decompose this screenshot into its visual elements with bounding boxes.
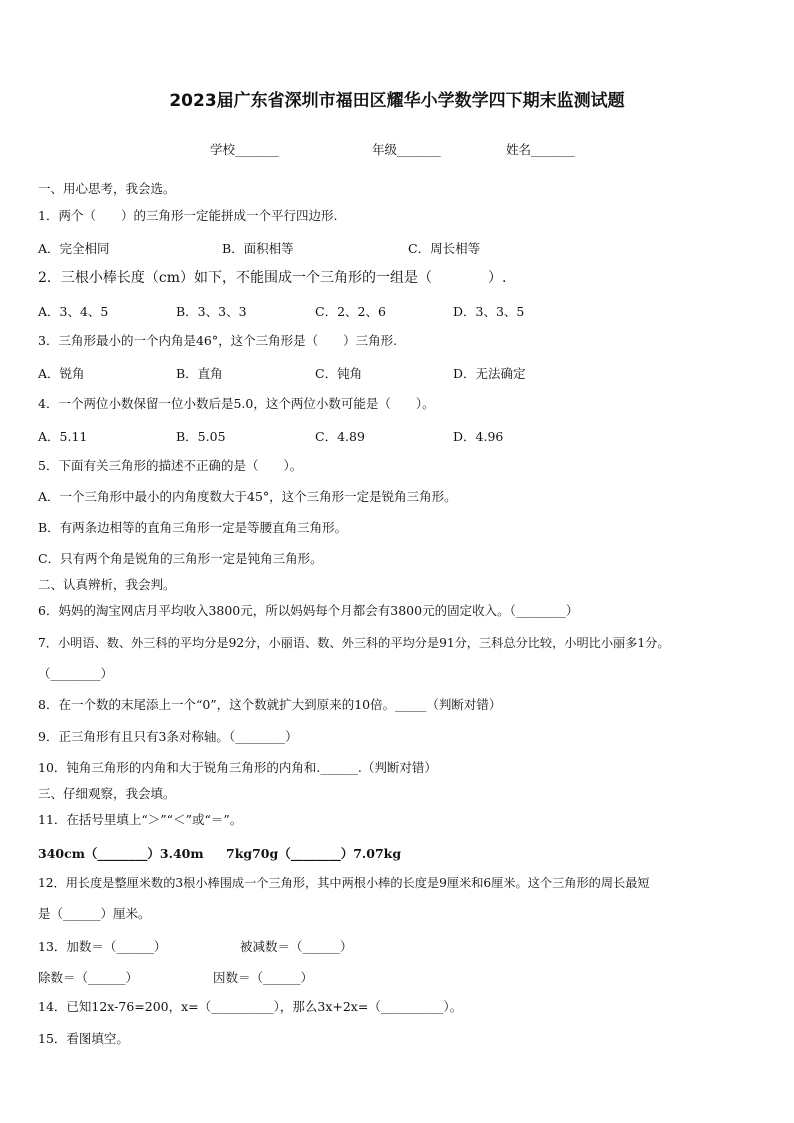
q1-option-a: A．完全相同 [38,241,110,256]
q4-option-d: D．4.96 [453,429,504,444]
q13-minuend: 被减数＝（______） [240,939,353,954]
q3-option-d: D．无法确定 [453,366,526,381]
q13-addend: 13．加数＝（______） [38,939,167,954]
question-6: 6．妈妈的淘宝网店月平均收入3800元，所以妈妈每个月都会有3800元的固定收入。（________） [38,603,579,618]
q2-option-a: A．3、4、5 [38,304,109,319]
q2-option-b: B．3、3、3 [176,304,247,319]
section-heading-1: 一、用心思考，我会选。 [38,181,176,196]
question-7: 7．小明语、数、外三科的平均分是92分，小丽语、数、外三科的平均分是91分，三科总分比较，小明比小丽多1分。 [38,636,670,650]
page-title: 2023届广东省深圳市福田区耀华小学数学四下期末监测试题 [169,91,625,111]
q11-compare-b: 7kg70g（________）7.07kg [226,846,402,861]
q5-option-a: A．一个三角形中最小的内角度数大于45°，这个三角形一定是锐角三角形。 [38,489,457,504]
question-10: 10．钝角三角形的内角和大于锐角三角形的内角和.______.（判断对错） [38,760,437,775]
q3-option-c: C．钝角 [315,366,363,381]
q5-option-b: B．有两条边相等的直角三角形一定是等腰直角三角形。 [38,520,348,535]
question-4: 4．一个两位小数保留一位小数后是5.0，这个两位小数可能是（ ）。 [38,396,435,411]
grade-field: 年级_______ [372,142,441,157]
q1-option-b: B．面积相等 [222,241,294,256]
q4-option-b: B．5.05 [176,429,226,444]
section-heading-3: 三、仔细观察，我会填。 [38,786,176,801]
question-5: 5．下面有关三角形的描述不正确的是（ ）。 [38,458,303,473]
q3-option-a: A．锐角 [38,366,85,381]
section-heading-2: 二、认真辨析，我会判。 [38,577,176,592]
question-8: 8．在一个数的末尾添上一个“0”，这个数就扩大到原来的10倍。_____（判断对错） [38,697,502,712]
question-2: 2．三根小棒长度（cm）如下，不能围成一个三角形的一组是（ ）. [38,270,507,286]
question-12: 12．用长度是整厘米数的3根小棒围成一个三角形，其中两根小棒的长度是9厘米和6厘米。这个三角形的周长最短 [38,876,650,890]
question-9: 9．正三角形有且只有3条对称轴。（________） [38,729,298,744]
q4-option-c: C．4.89 [315,429,365,444]
question-3: 3．三角形最小的一个内角是46°，这个三角形是（ ）三角形. [38,333,398,348]
question-1: 1．两个（ ）的三角形一定能拼成一个平行四边形. [38,208,338,223]
question-14: 14．已知12x-76=200，x=（__________），那么3x+2x=（__________）。 [38,999,463,1014]
q13-factor: 因数＝（______） [213,970,314,985]
question-11: 11．在括号里填上“＞”“＜”或“＝”。 [38,812,243,827]
school-field: 学校_______ [210,142,279,157]
name-field: 姓名_______ [506,142,575,157]
q7-answer-blank: （________） [38,666,114,681]
q5-option-c: C．只有两个角是锐角的三角形一定是钝角三角形。 [38,551,323,566]
question-15: 15．看图填空。 [38,1031,129,1046]
q2-option-d: D．3、3、5 [453,304,525,319]
q3-option-b: B．直角 [176,366,223,381]
q11-compare-a: 340cm（________）3.40m [38,846,204,861]
q12-answer-line: 是（______）厘米。 [38,906,151,921]
q4-option-a: A．5.11 [38,429,88,444]
q1-option-c: C．周长相等 [408,241,481,256]
q13-divisor: 除数＝（______） [38,970,139,985]
q2-option-c: C．2、2、6 [315,304,386,319]
